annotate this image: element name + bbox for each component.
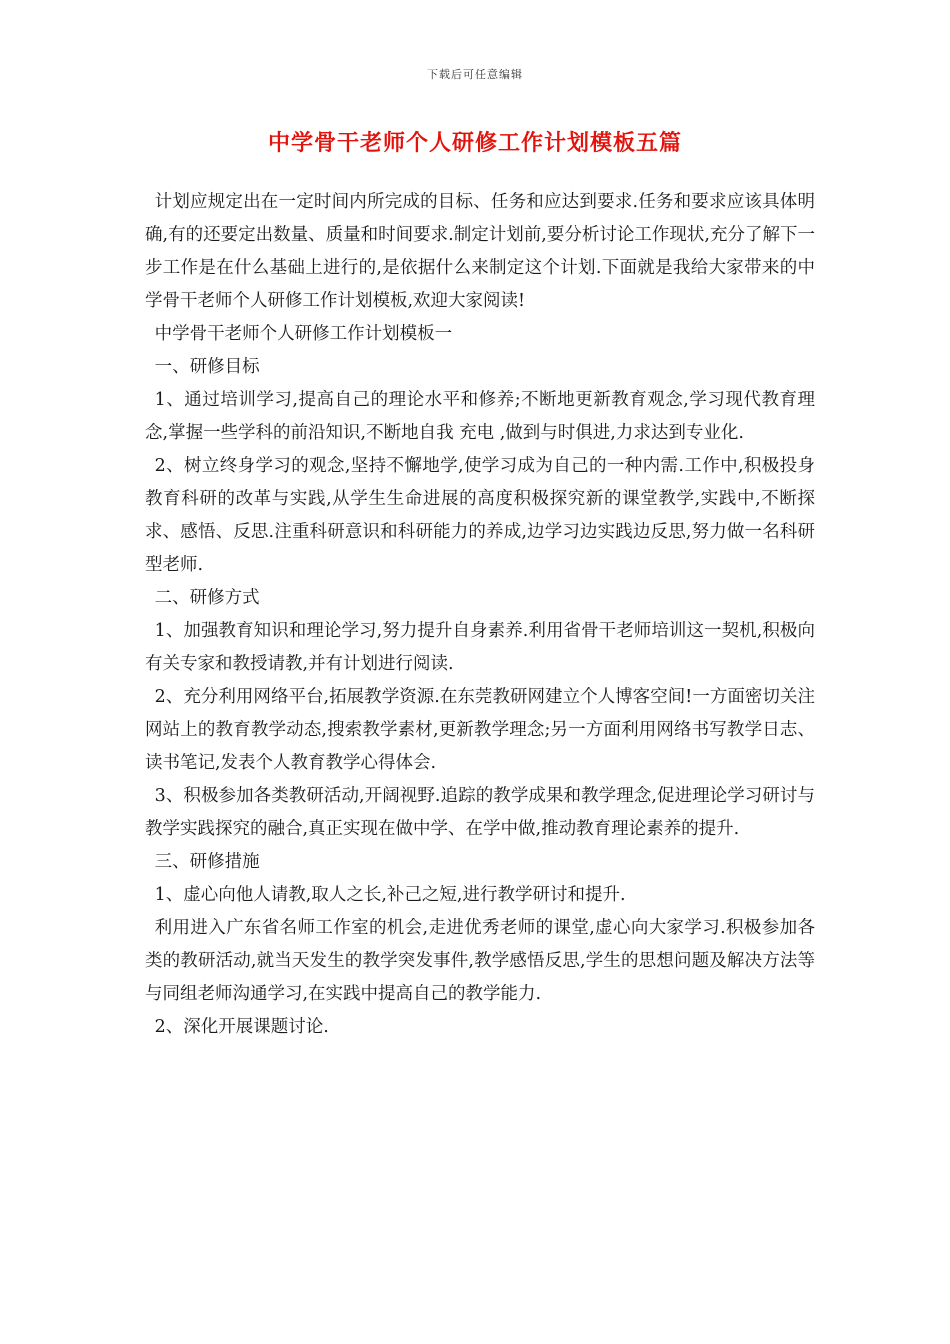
document-body: [145, 186, 815, 1044]
intro-paragraph: 计划应规定出在一定时间内所完成的目标、任务和应达到要求.任务和要求应该具体明确,有的还要定出数量、质量和时间要求.制定计划前,要分析讨论工作现状,充分了解下一步工作是在什么基础上进行的,是依据什么来制定这个计划.下面就是我给大家带来的中学骨干老师个人研修工作计划模板,欢迎大家阅读!: [145, 192, 815, 311]
section-heading-goals: 一、研修目标: [154, 357, 260, 377]
goal-item-1: 1、通过培训学习,提高自己的理论水平和修养;不断地更新教育观念,学习现代教育理念,掌握一些学科的前沿知识,不断地自我 充电 ,做到与时俱进,力求达到专业化.: [145, 390, 815, 443]
section-heading-methods: 二、研修方式: [154, 588, 260, 608]
document-title: 中学骨干老师个人研修工作计划模板五篇: [267, 130, 682, 156]
goal-item-2: 2、树立终身学习的观念,坚持不懈地学,使学习成为自己的一种内需.工作中,积极投身教育科研的改革与实践,从学生生命进展的高度积极探究新的课堂教学,实践中,不断探求、感悟、反思.注重科研意识和科研能力的养成,边学习边实践边反思,努力做一名科研型老师.: [145, 456, 815, 575]
measure-item-2: 2、深化开展课题讨论.: [154, 1017, 329, 1037]
method-item-3: 3、积极参加各类教研活动,开阔视野.追踪的教学成果和教学理念,促进理论学习研讨与教学实践探究的融合,真正实现在做中学、在学中做,推动教育理论素养的提升.: [145, 786, 815, 839]
measure-item-1-detail: 利用进入广东省名师工作室的机会,走进优秀老师的课堂,虚心向大家学习.积极参加各类的教研活动,就当天发生的教学突发事件,教学感悟反思,学生的思想问题及解决方法等与同组老师沟通学习,在实践中提高自己的教学能力.: [145, 918, 815, 1004]
method-item-2: 2、充分利用网络平台,拓展教学资源.在东莞教研网建立个人博客空间!一方面密切关注网站上的教育教学动态,搜索教学素材,更新教学理念;另一方面利用网络书写教学日志、读书笔记,发表个人教育教学心得体会.: [145, 687, 815, 773]
measure-item-1: 1、虚心向他人请教,取人之长,补己之短,进行教学研讨和提升.: [154, 885, 626, 905]
section-heading-measures: 三、研修措施: [154, 852, 260, 872]
header-note: 下载后可任意编辑: [427, 68, 523, 81]
section-heading-template-one: 中学骨干老师个人研修工作计划模板一: [154, 324, 453, 344]
method-item-1: 1、加强教育知识和理论学习,努力提升自身素养.利用省骨干老师培训这一契机,积极向有关专家和教授请教,并有计划进行阅读.: [145, 621, 815, 674]
